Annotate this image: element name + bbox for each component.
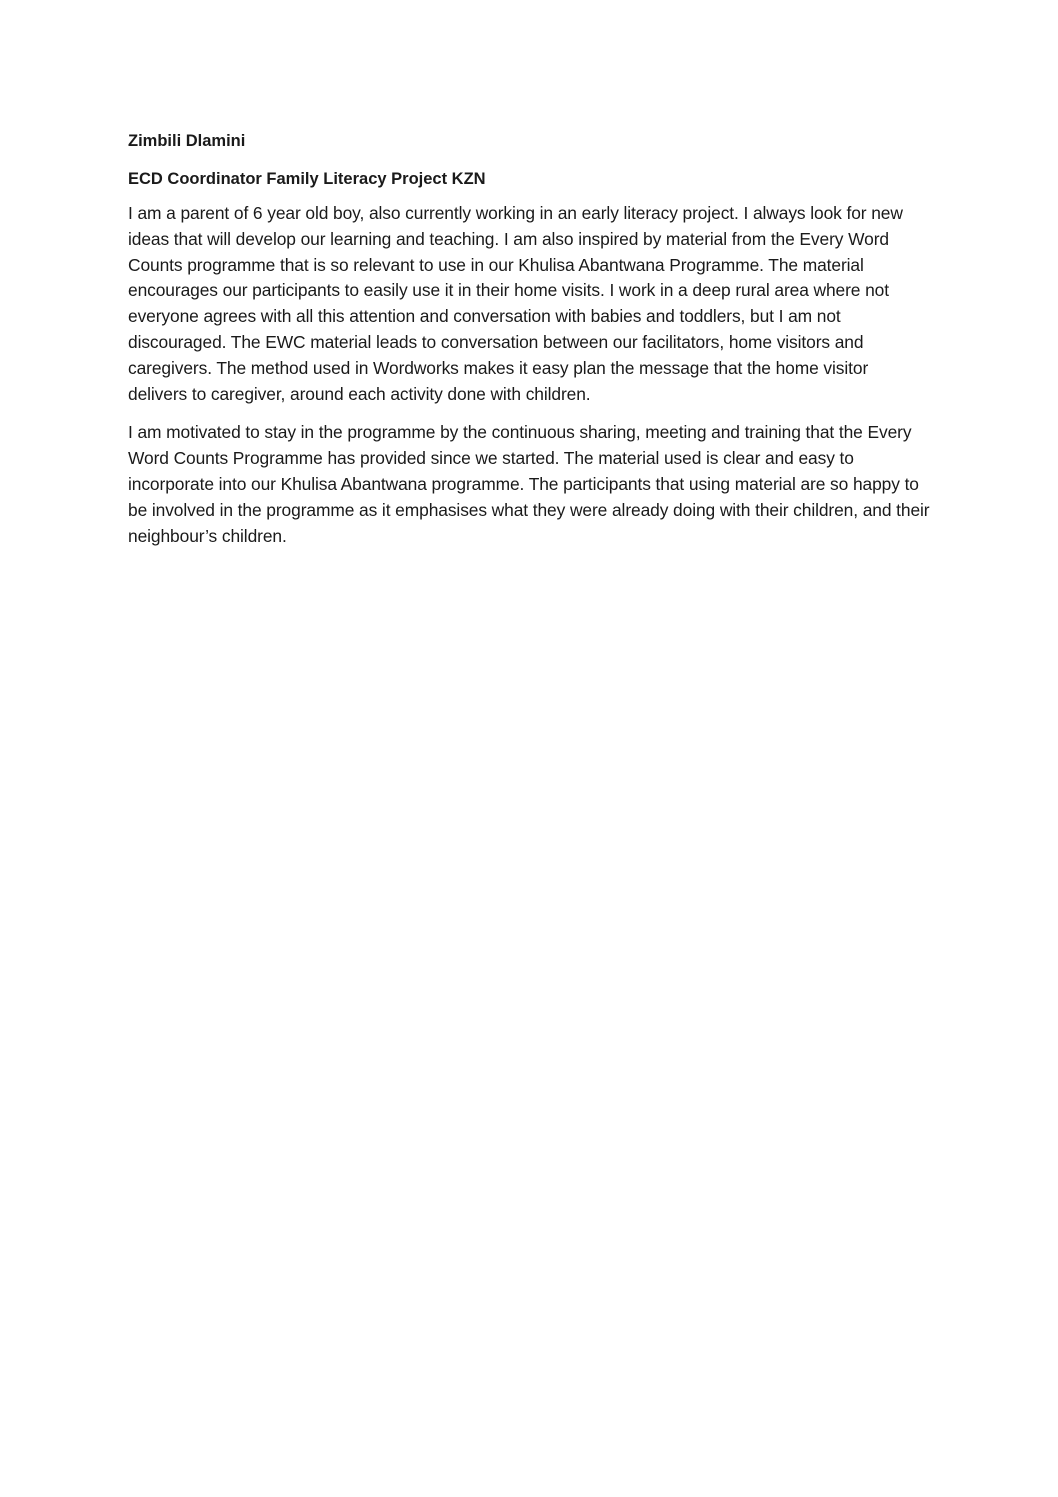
author-name: Zimbili Dlamini — [128, 132, 246, 150]
document-page — [128, 128, 930, 562]
author-role: ECD Coordinator Family Literacy Project KZN — [128, 170, 486, 188]
paragraph-2: I am motivated to stay in the programme by the continuous sharing, meeting and training that the Every Word Counts Programme has provided since we started. The material used is clear and easy to incorporate into our Khulisa Abantwana programme. The participants that using material are so happy to be involved in the programme as it emphasises what they were already doing with their children, and their neighbour’s children. — [128, 422, 930, 546]
paragraph-1: I am a parent of 6 year old boy, also currently working in an early literacy project. I always look for new ideas that will develop our learning and teaching. I am also inspired by material from the Every Word Counts programme that is so relevant to use in our Khulisa Abantwana Programme. The material encourages our participants to easily use it in their home visits. I work in a deep rural area where not everyone agrees with all this attention and conversation with babies and toddlers, but I am not discouraged. The EWC material leads to conversation between our facilitators, home visitors and caregivers. The method used in Wordworks makes it easy plan the message that the home visitor delivers to caregiver, around each activity done with children. — [128, 203, 903, 404]
